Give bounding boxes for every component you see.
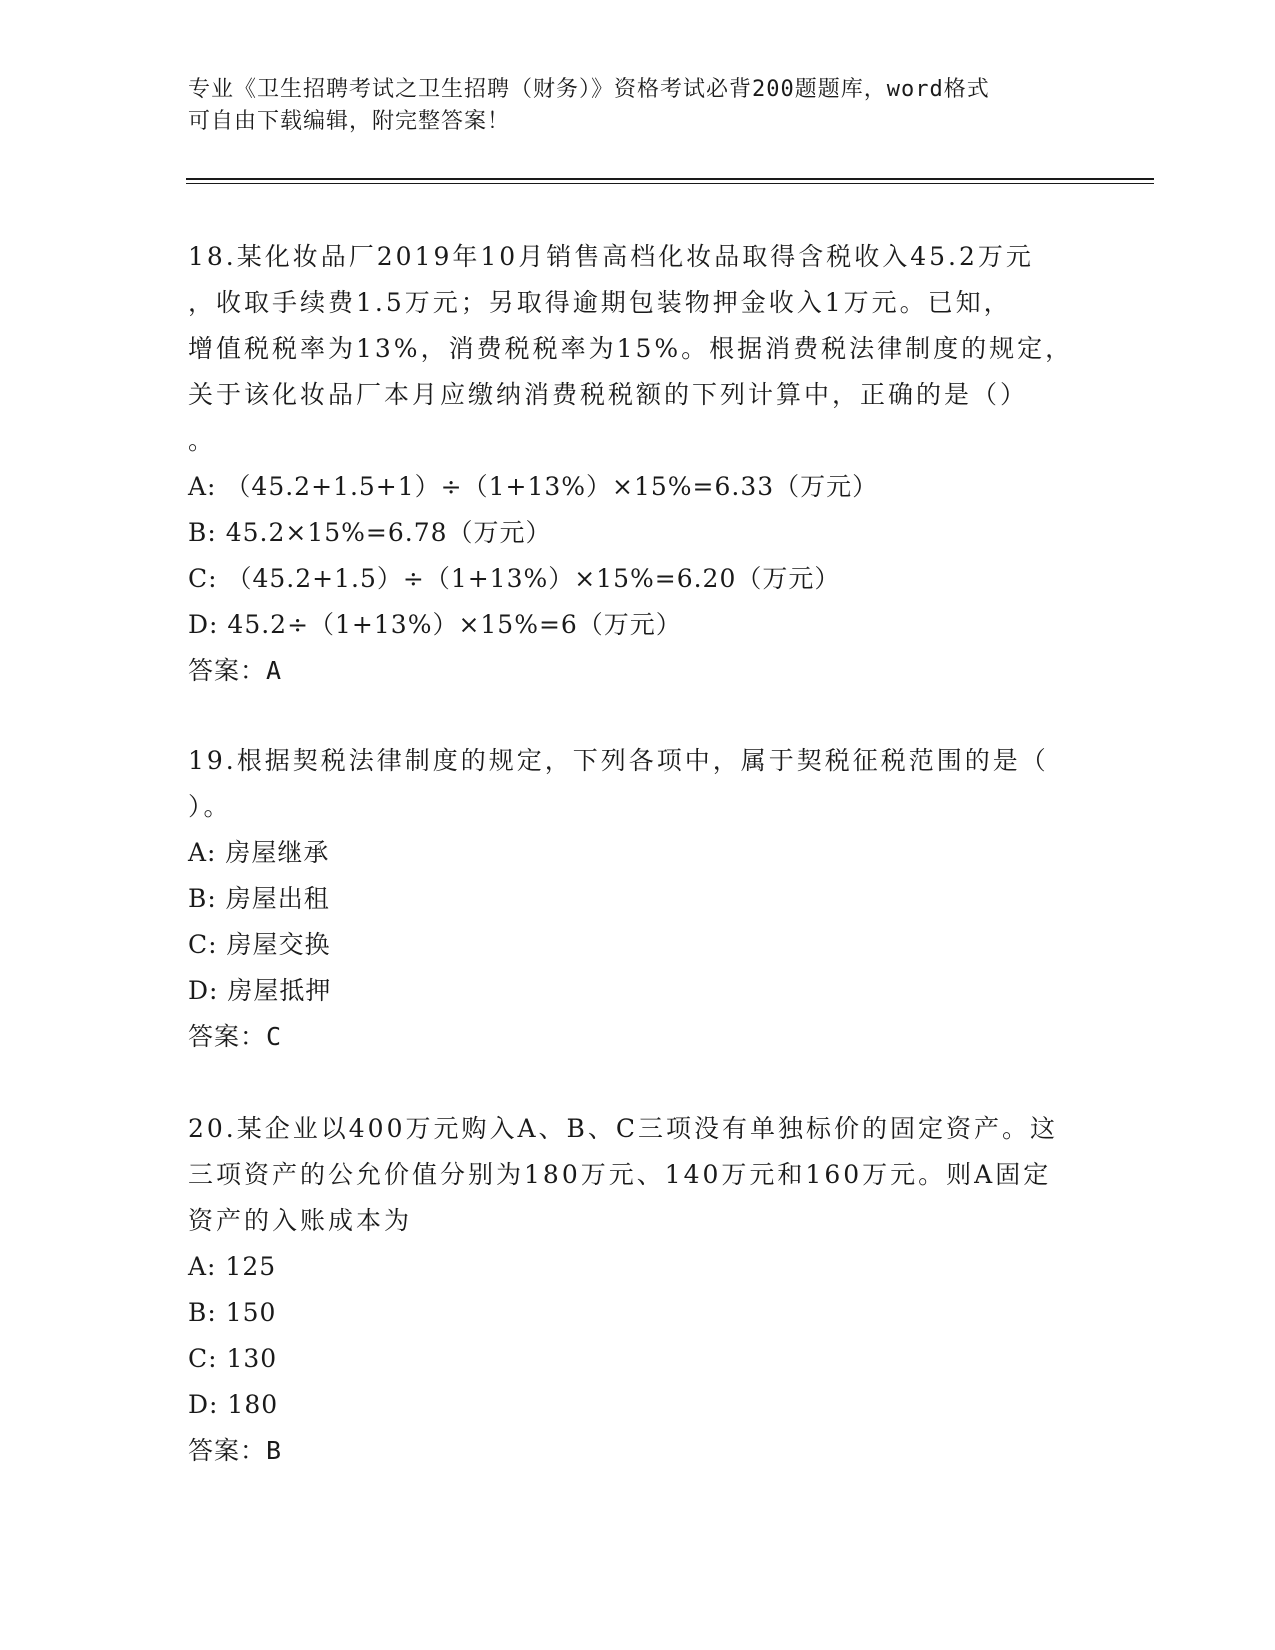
question-text-line: ，收取手续费1.5万元；另取得逾期包装物押金收入1万元。已知， <box>188 288 1012 317</box>
option-b: B: 45.2×15%=6.78（万元） <box>188 518 552 547</box>
option-a: A: 125 <box>188 1252 277 1281</box>
question-text-line: 资产的入账成本为 <box>188 1206 413 1235</box>
answer: 答案：A <box>188 656 283 685</box>
question-text-line: 三项资产的公允价值分别为180万元、140万元和160万元。则A固定 <box>188 1160 1052 1189</box>
option-a: A: 房屋继承 <box>188 838 330 867</box>
header-line-2: 可自由下载编辑，附完整答案！ <box>188 109 511 134</box>
question-text-line: 18.某化妆品厂2019年10月销售高档化妆品取得含税收入45.2万元 <box>188 242 1034 271</box>
header-line-1: 专业《卫生招聘考试之卫生招聘（财务）》资格考试必背200题题库，word格式 <box>188 77 990 102</box>
answer: 答案：C <box>188 1022 283 1051</box>
question-text-line: 。 <box>188 426 217 455</box>
option-b: B: 房屋出租 <box>188 884 330 913</box>
document-header <box>188 74 1068 138</box>
option-b: B: 150 <box>188 1298 277 1327</box>
question-19 <box>188 738 1088 1060</box>
option-d: D: 房屋抵押 <box>188 976 332 1005</box>
option-c: C: 房屋交换 <box>188 930 331 959</box>
option-c: C: 130 <box>188 1344 278 1373</box>
question-text-line: ）。 <box>188 792 232 821</box>
option-d: D: 45.2÷（1+13%）×15%=6（万元） <box>188 610 682 639</box>
header-divider-thick <box>186 178 1154 180</box>
answer: 答案：B <box>188 1436 283 1465</box>
question-text-line: 关于该化妆品厂本月应缴纳消费税税额的下列计算中，正确的是（） <box>188 380 1029 409</box>
question-text-line: 增值税税率为13%，消费税税率为15%。根据消费税法律制度的规定， <box>188 334 1074 363</box>
question-20 <box>188 1106 1088 1474</box>
option-d: D: 180 <box>188 1390 279 1419</box>
option-a: A: （45.2+1.5+1）÷（1+13%）×15%=6.33（万元） <box>188 472 879 501</box>
option-c: C: （45.2+1.5）÷（1+13%）×15%=6.20（万元） <box>188 564 841 593</box>
header-divider-thin <box>186 183 1154 184</box>
question-text-line: 20.某企业以400万元购入A、B、C三项没有单独标价的固定资产。这 <box>188 1114 1059 1143</box>
question-18 <box>188 234 1088 694</box>
question-text-line: 19.根据契税法律制度的规定，下列各项中，属于契税征税范围的是（ <box>188 746 1049 775</box>
